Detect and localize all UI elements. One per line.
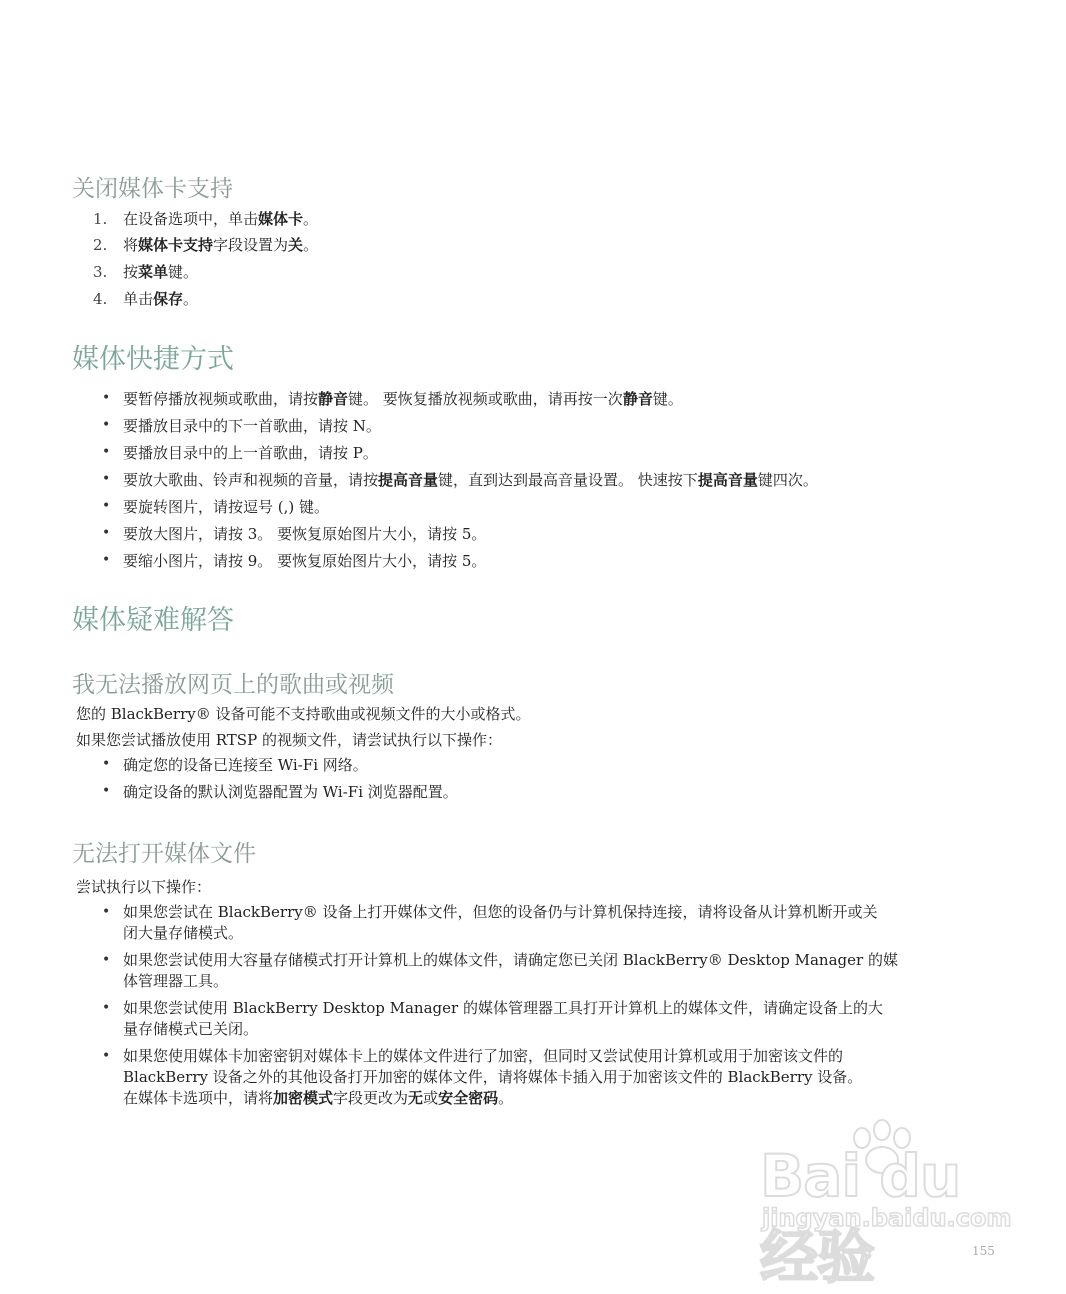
list-item-text-cont: 量存储模式已关闭。	[123, 1020, 259, 1038]
list-item-text-cont: BlackBerry 设备之外的其他设备打开加密的媒体文件，请将媒体卡插入用于加密该文件的 BlackBerry 设备。	[123, 1068, 863, 1086]
step-text: 按菜单键。	[123, 263, 199, 281]
step-number: 4.	[93, 290, 108, 308]
list-item-text-cont: 在媒体卡选项中，请将加密模式字段更改为无或安全密码。	[123, 1089, 514, 1107]
heading-disable-media-card: 关闭媒体卡支持	[72, 176, 233, 202]
list-item-text: 如果您使用媒体卡加密密钥对媒体卡上的媒体文件进行了加密，但同时又尝试使用计算机或用于加密该文件的	[123, 1047, 844, 1065]
list-item-text: 如果您尝试在 BlackBerry® 设备上打开媒体文件，但您的设备仍与计算机保持连接，请将设备从计算机断开或关	[123, 903, 878, 921]
paragraph: 如果您尝试播放使用 RTSP 的视频文件，请尝试执行以下操作：	[76, 731, 502, 749]
list-item-text: 确定您的设备已连接至 Wi-Fi 网络。	[123, 756, 368, 774]
list-item-text: 要放大图片，请按 3。 要恢复原始图片大小，请按 5。	[123, 525, 487, 543]
list-item-text: 要播放目录中的上一首歌曲，请按 P。	[123, 444, 378, 462]
heading-media-troubleshooting: 媒体疑难解答	[72, 605, 234, 636]
bullet: •	[102, 552, 111, 568]
paragraph: 尝试执行以下操作：	[76, 878, 212, 896]
bullet: •	[102, 1000, 111, 1016]
list-item-text: 要放大歌曲、铃声和视频的音量，请按提高音量键，直到达到最高音量设置。 快速按下提高音量键四次。	[123, 471, 818, 489]
bullet: •	[102, 1048, 111, 1064]
heading-cannot-open-media: 无法打开媒体文件	[72, 841, 256, 867]
heading-media-shortcuts: 媒体快捷方式	[72, 344, 234, 375]
list-item-text: 要旋转图片，请按逗号 (,) 键。	[123, 498, 330, 516]
step-text: 将媒体卡支持字段设置为关。	[123, 236, 319, 254]
list-item-text-cont: 闭大量存储模式。	[123, 924, 244, 942]
list-item-text: 要暂停播放视频或歌曲，请按静音键。 要恢复播放视频或歌曲，请再按一次静音键。	[123, 390, 683, 408]
bullet: •	[102, 417, 111, 433]
step-number: 1.	[93, 210, 108, 228]
bullet: •	[102, 444, 111, 460]
heading-cannot-play-web-media: 我无法播放网页上的歌曲或视频	[72, 672, 394, 698]
step-text: 在设备选项中，单击媒体卡。	[123, 210, 319, 228]
bullet: •	[102, 471, 111, 487]
list-item-text: 确定设备的默认浏览器配置为 Wi-Fi 浏览器配置。	[123, 783, 458, 801]
bullet: •	[102, 390, 111, 406]
bullet: •	[102, 904, 111, 920]
bullet: •	[102, 756, 111, 772]
bullet: •	[102, 498, 111, 514]
step-number: 3.	[93, 263, 108, 281]
list-item-text: 要播放目录中的下一首歌曲，请按 N。	[123, 417, 381, 435]
page-number: 155	[972, 1244, 995, 1258]
watermark-brand: Bai du 经验	[760, 1142, 961, 1291]
step-text: 单击保存。	[123, 290, 199, 308]
list-item-text: 要缩小图片，请按 9。 要恢复原始图片大小，请按 5。	[123, 552, 487, 570]
list-item-text-cont: 体管理器工具。	[123, 972, 229, 990]
step-number: 2.	[93, 236, 108, 254]
bullet: •	[102, 952, 111, 968]
list-item-text: 如果您尝试使用 BlackBerry Desktop Manager 的媒体管理器工具打开计算机上的媒体文件，请确定设备上的大	[123, 999, 883, 1017]
paragraph: 您的 BlackBerry® 设备可能不支持歌曲或视频文件的大小或格式。	[76, 705, 531, 723]
watermark-url: jingyan.baidu.com	[762, 1204, 1012, 1232]
list-item-text: 如果您尝试使用大容量存储模式打开计算机上的媒体文件，请确定您已关闭 BlackBerry® Desktop Manager 的媒	[123, 951, 898, 969]
bullet: •	[102, 525, 111, 541]
bullet: •	[102, 783, 111, 799]
